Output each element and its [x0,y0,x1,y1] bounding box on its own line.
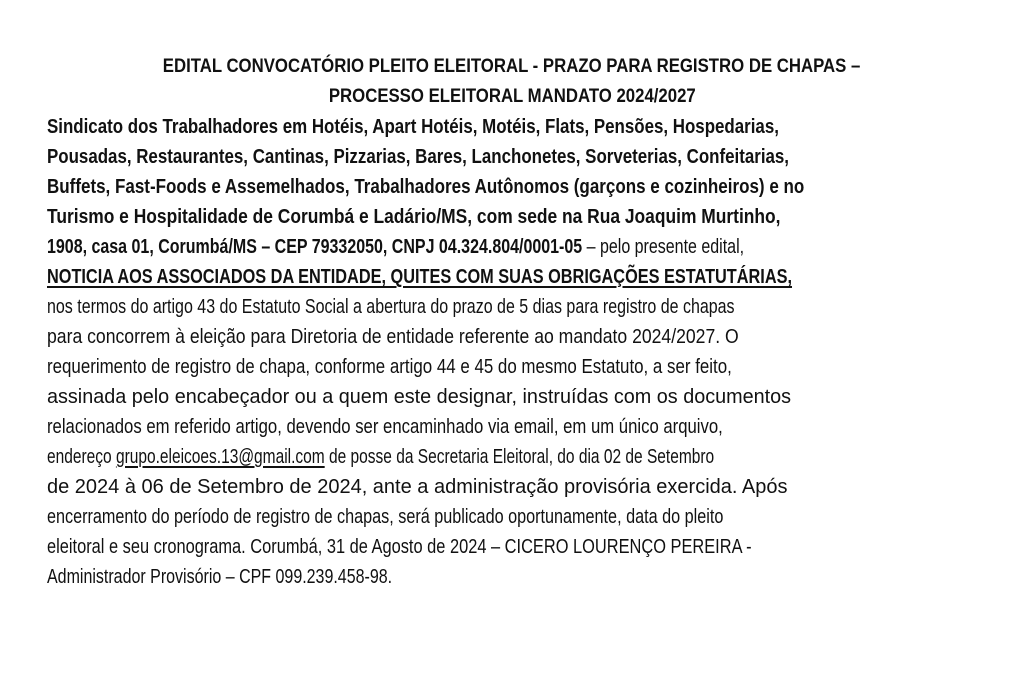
body-line-5 [47,234,983,260]
org-cnpj-text: 1908, casa 01, Corumbá/MS – CEP 79332050, CNPJ 04.324.804/0001-05 [47,236,583,258]
paragraph-line-5: relacionados em referido artigo, devendo ser encaminhado via email, em um único arquivo, [47,416,723,438]
edital-intro-text: – pelo presente edital, [582,236,745,258]
body-line-11 [47,414,983,440]
body-line-16 [47,564,983,590]
body-line-6 [47,264,983,290]
email-suffix-text: de posse da Secretaria Eleitoral, do dia 02 de Setembro [324,446,715,468]
document-title-line-2 [0,83,1024,109]
email-prefix-text: endereço [47,446,116,468]
body-line-10 [47,384,983,410]
body-line-2 [47,144,983,170]
org-name-line-2: Pousadas, Restaurantes, Cantinas, Pizzarias, Bares, Lanchonetes, Sorveterias, Confeitarias, [47,146,790,168]
paragraph-line-1: nos termos do artigo 43 do Estatuto Social a abertura do prazo de 5 dias para registro de chapas [47,296,735,318]
notice-heading: NOTICIA AOS ASSOCIADOS DA ENTIDADE, QUITES COM SUAS OBRIGAÇÕES ESTATUTÁRIAS, [47,266,793,288]
body-line-9 [47,354,983,380]
signature-line: eleitoral e seu cronograma. Corumbá, 31 de Agosto de 2024 – CICERO LOURENÇO PEREIRA - [47,536,752,558]
body-line-12 [47,444,983,470]
paragraph-line-2: para concorrem à eleição para Diretoria de entidade referente ao mandato 2024/2027. O [47,326,739,348]
org-name-line-1: Sindicato dos Trabalhadores em Hotéis, Apart Hotéis, Motéis, Flats, Pensões, Hospedarias, [47,116,779,138]
paragraph-line-7: de 2024 à 06 de Setembro de 2024, ante a administração provisória exercida. Após [47,476,788,498]
paragraph-line-4: assinada pelo encabeçador ou a quem este designar, instruídas com os documentos [47,386,792,408]
body-line-8 [47,324,983,350]
org-name-line-3: Buffets, Fast-Foods e Assemelhados, Trabalhadores Autônomos (garçons e cozinheiros) e no [47,176,805,198]
administrator-cpf-line: Administrador Provisório – CPF 099.239.458-98. [47,566,393,588]
title-text-2: PROCESSO ELEITORAL MANDATO 2024/2027 [328,85,696,107]
body-line-4 [47,204,983,230]
body-line-13 [47,474,983,500]
title-text-1: EDITAL CONVOCATÓRIO PLEITO ELEITORAL - PRAZO PARA REGISTRO DE CHAPAS – [163,55,861,77]
org-address-line: Turismo e Hospitalidade de Corumbá e Ladário/MS, com sede na Rua Joaquim Murtinho, [47,206,781,228]
body-line-1 [47,114,983,140]
body-line-15 [47,534,983,560]
paragraph-line-8: encerramento do período de registro de chapas, será publicado oportunamente, data do pleito [47,506,724,528]
body-line-7 [47,294,983,320]
body-line-3 [47,174,983,200]
document-title-line-1 [0,53,1024,79]
email-link[interactable]: grupo.eleicoes.13@gmail.com [115,446,325,468]
body-line-14 [47,504,983,530]
paragraph-line-3: requerimento de registro de chapa, conforme artigo 44 e 45 do mesmo Estatuto, a ser feito, [47,356,732,378]
